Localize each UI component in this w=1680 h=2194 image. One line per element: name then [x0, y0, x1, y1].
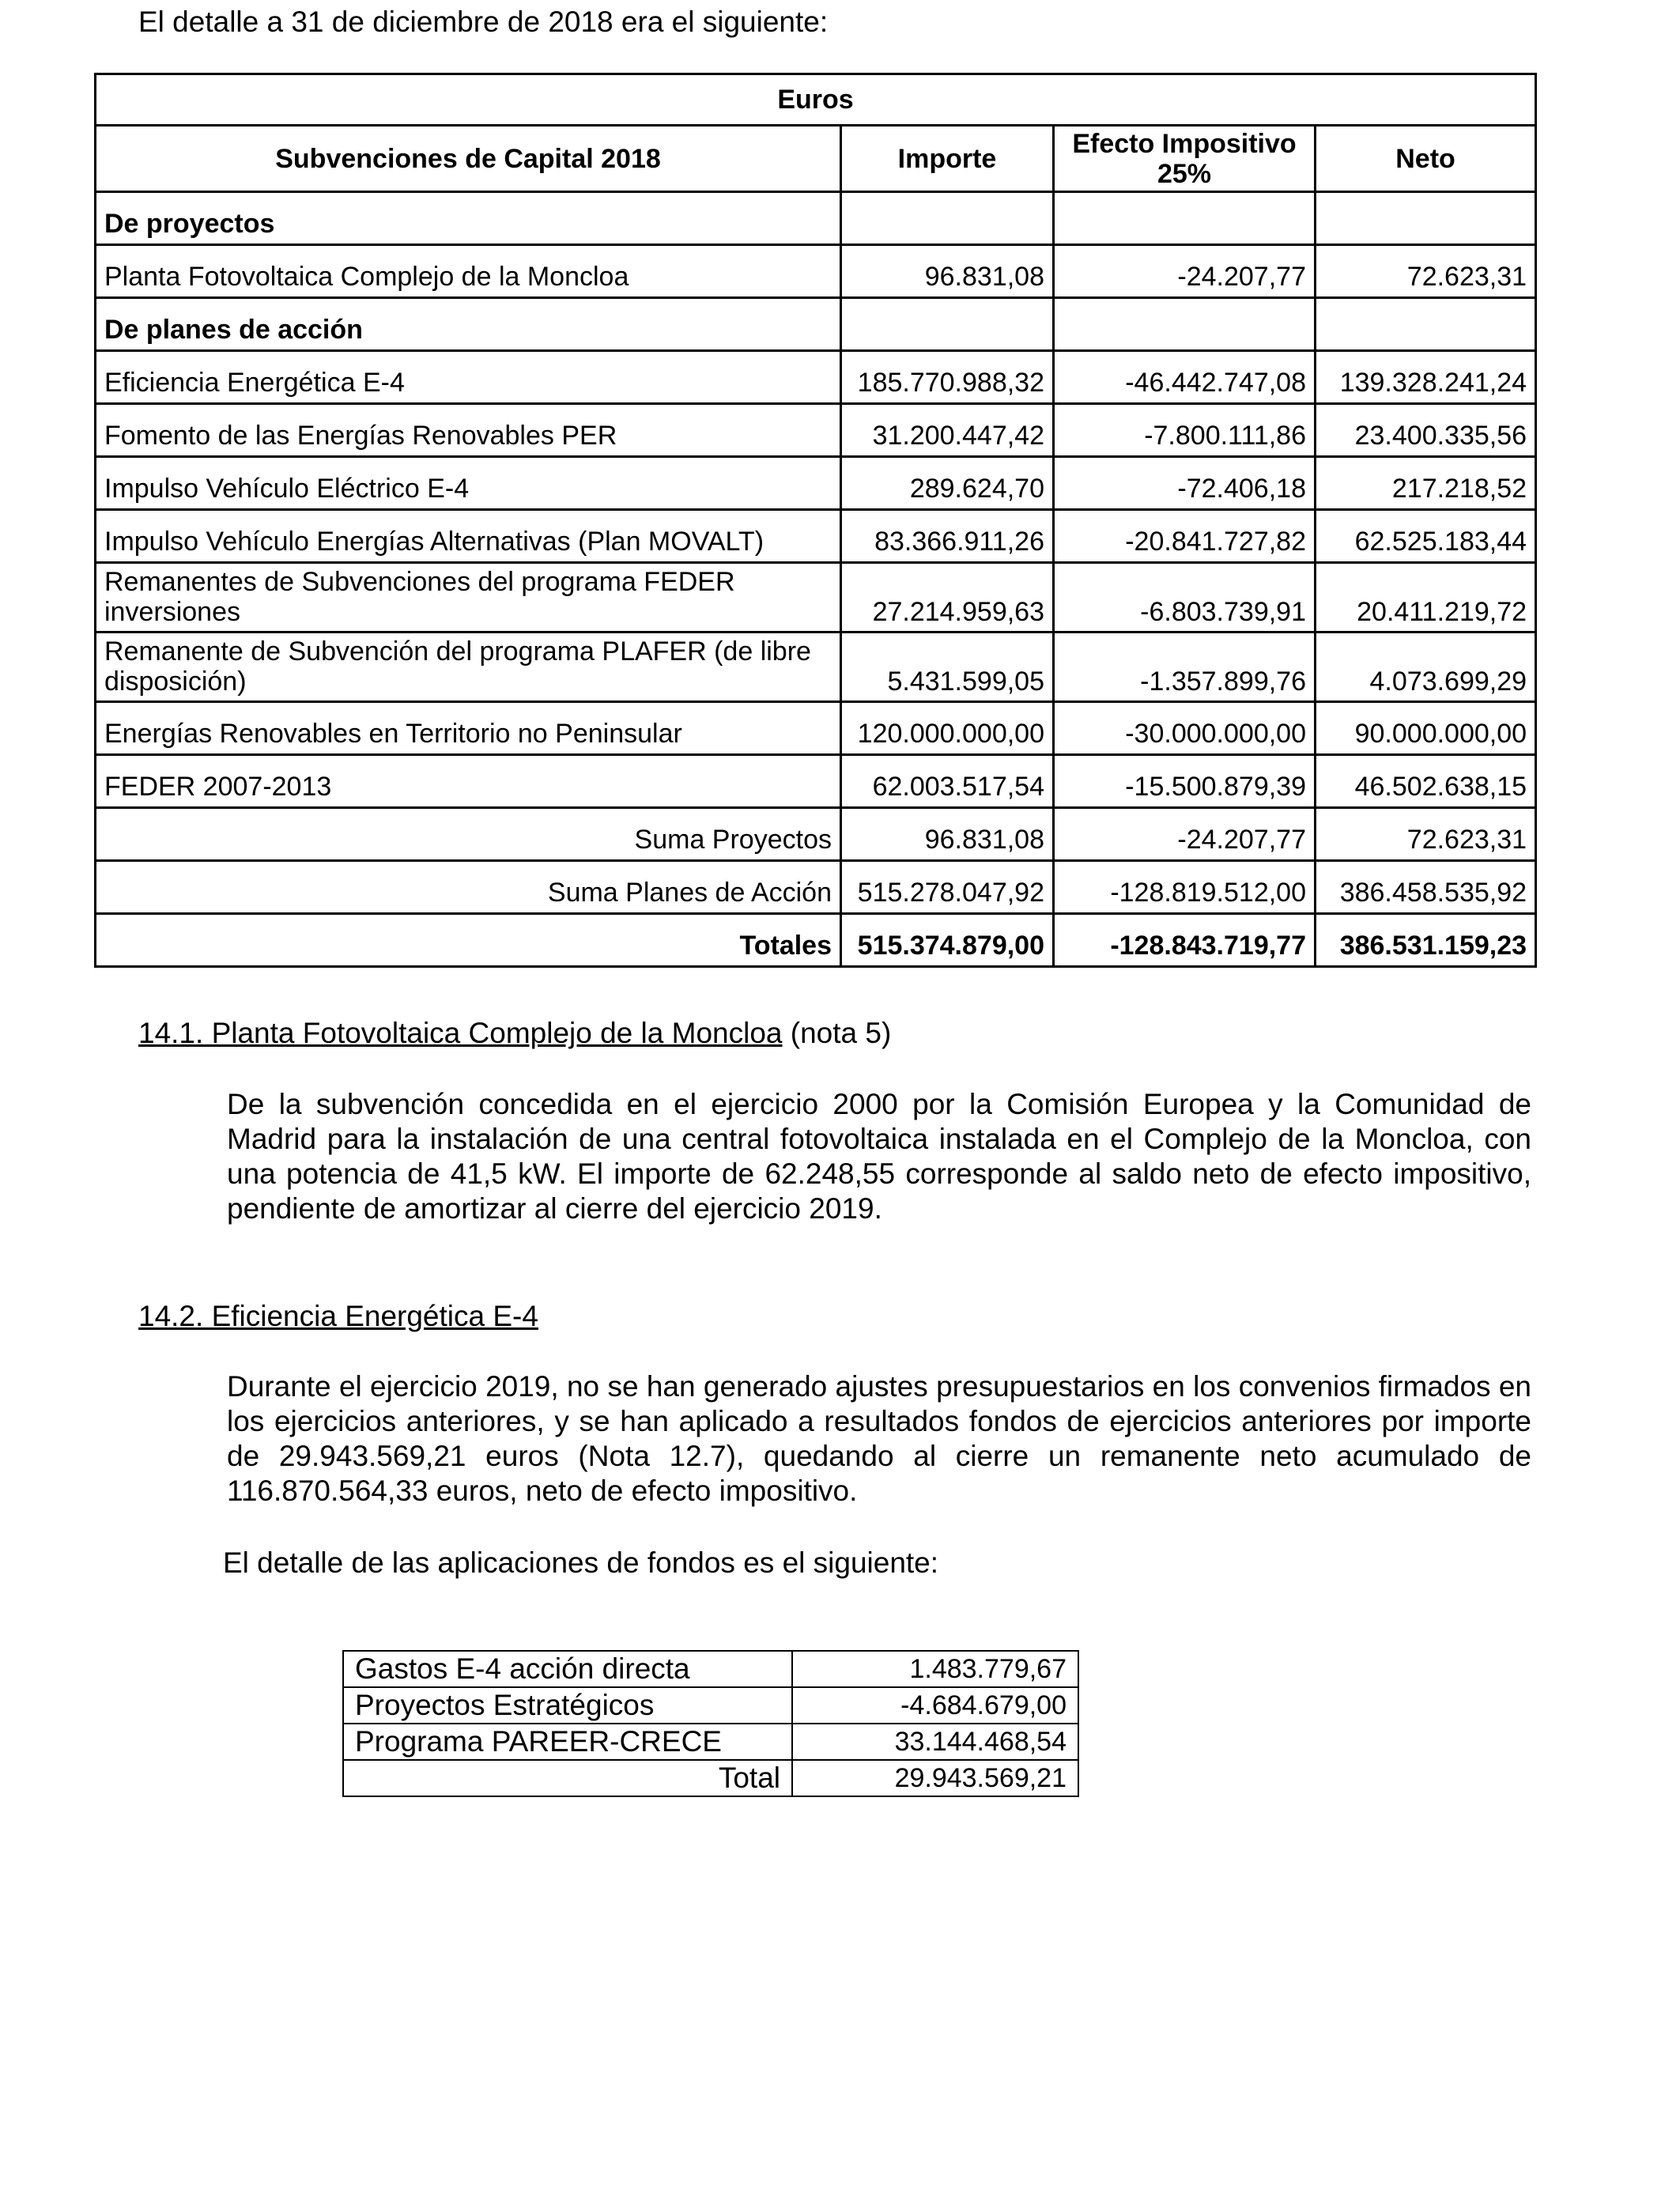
sum-importe: 96.831,08 — [841, 808, 1054, 861]
table-row — [96, 633, 1536, 702]
sum-importe: 515.278.047,92 — [841, 861, 1054, 914]
row-neto: 139.328.241,24 — [1316, 351, 1536, 404]
totals-row — [96, 914, 1536, 967]
table-row — [96, 457, 1536, 510]
row-importe: 185.770.988,32 — [841, 351, 1054, 404]
row-importe: 31.200.447,42 — [841, 404, 1054, 457]
row-label: Proyectos Estratégicos — [343, 1687, 792, 1724]
row-efecto: -72.406,18 — [1054, 457, 1316, 510]
section-14-2-paragraph: Durante el ejercicio 2019, no se han generado ajustes presupuestarios en los convenios firmados en los ejercicios anteriores, y se han aplicado a resultados fondos de ejercicios anteriores por importe de 29.943.569,21 euros (Nota 12.7), quedando al cierre un remanente neto acumulado de 116.870.564,33 euros, neto de efecto impositivo. — [227, 1370, 1531, 1507]
row-neto: 23.400.335,56 — [1316, 404, 1536, 457]
row-concept: Energías Renovables en Territorio no Peninsular — [96, 702, 841, 755]
section-label: De proyectos — [96, 192, 841, 245]
row-importe: 5.431.599,05 — [841, 633, 1054, 702]
table-row — [96, 245, 1536, 298]
row-efecto: -30.000.000,00 — [1054, 702, 1316, 755]
table-row — [96, 510, 1536, 563]
totals-importe: 515.374.879,00 — [841, 914, 1054, 967]
section-14-1-title: 14.1. Planta Fotovoltaica Complejo de la Moncloa — [138, 1017, 783, 1049]
section-14-2-heading — [138, 1299, 538, 1334]
table-row — [96, 702, 1536, 755]
row-concept: Eficiencia Energética E-4 — [96, 351, 841, 404]
table-row — [96, 755, 1536, 808]
sum-efecto: -24.207,77 — [1054, 808, 1316, 861]
total-value: 29.943.569,21 — [792, 1760, 1078, 1796]
row-importe: 289.624,70 — [841, 457, 1054, 510]
header-concept: Subvenciones de Capital 2018 — [96, 126, 841, 192]
row-value: -4.684.679,00 — [792, 1687, 1078, 1724]
header-efecto: Efecto Impositivo 25% — [1054, 126, 1316, 192]
row-efecto: -20.841.727,82 — [1054, 510, 1316, 563]
sum-projects-row — [96, 808, 1536, 861]
total-row — [343, 1760, 1078, 1796]
row-concept: Remanentes de Subvenciones del programa FEDER inversiones — [96, 563, 841, 633]
row-concept: Impulso Vehículo Eléctrico E-4 — [96, 457, 841, 510]
section-label: De planes de acción — [96, 298, 841, 351]
row-importe: 27.214.959,63 — [841, 563, 1054, 633]
row-efecto: -46.442.747,08 — [1054, 351, 1316, 404]
row-efecto: -15.500.879,39 — [1054, 755, 1316, 808]
capital-subsidies-table — [94, 73, 1537, 968]
table-row — [343, 1651, 1078, 1687]
row-neto: 20.411.219,72 — [1316, 563, 1536, 633]
row-importe: 83.366.911,26 — [841, 510, 1054, 563]
sum-neto: 386.458.535,92 — [1316, 861, 1536, 914]
sum-efecto: -128.819.512,00 — [1054, 861, 1316, 914]
row-efecto: -6.803.739,91 — [1054, 563, 1316, 633]
totals-neto: 386.531.159,23 — [1316, 914, 1536, 967]
row-concept: FEDER 2007-2013 — [96, 755, 841, 808]
row-concept: Remanente de Subvención del programa PLAFER (de libre disposición) — [96, 633, 841, 702]
row-concept: Planta Fotovoltaica Complejo de la Moncloa — [96, 245, 841, 298]
row-label: Programa PAREER-CRECE — [343, 1724, 792, 1760]
section-row-projects — [96, 192, 1536, 245]
row-efecto: -24.207,77 — [1054, 245, 1316, 298]
funds-detail-intro: El detalle de las aplicaciones de fondos es el siguiente: — [223, 1546, 939, 1579]
row-neto: 46.502.638,15 — [1316, 755, 1536, 808]
table-row — [343, 1687, 1078, 1724]
header-importe: Importe — [841, 126, 1054, 192]
row-importe: 62.003.517,54 — [841, 755, 1054, 808]
intro-text: El detalle a 31 de diciembre de 2018 era el siguiente: — [138, 6, 829, 38]
row-value: 33.144.468,54 — [792, 1724, 1078, 1760]
funds-application-table — [342, 1650, 1079, 1797]
row-label: Gastos E-4 acción directa — [343, 1651, 792, 1687]
table-row — [96, 351, 1536, 404]
totals-label: Totales — [96, 914, 841, 967]
row-importe: 120.000.000,00 — [841, 702, 1054, 755]
row-importe: 96.831,08 — [841, 245, 1054, 298]
row-neto: 90.000.000,00 — [1316, 702, 1536, 755]
sum-neto: 72.623,31 — [1316, 808, 1536, 861]
row-value: 1.483.779,67 — [792, 1651, 1078, 1687]
total-label: Total — [343, 1760, 792, 1796]
row-neto: 62.525.183,44 — [1316, 510, 1536, 563]
sum-label: Suma Proyectos — [96, 808, 841, 861]
totals-efecto: -128.843.719,77 — [1054, 914, 1316, 967]
row-neto: 217.218,52 — [1316, 457, 1536, 510]
table-row — [96, 404, 1536, 457]
section-row-plans — [96, 298, 1536, 351]
section-14-1-heading — [138, 1016, 891, 1051]
row-neto: 4.073.699,29 — [1316, 633, 1536, 702]
sum-plans-row — [96, 861, 1536, 914]
euros-header: Euros — [96, 74, 1536, 126]
row-concept: Fomento de las Energías Renovables PER — [96, 404, 841, 457]
table-row — [343, 1724, 1078, 1760]
row-concept: Impulso Vehículo Energías Alternativas (Plan MOVALT) — [96, 510, 841, 563]
section-14-1-paragraph: De la subvención concedida en el ejercicio 2000 por la Comisión Europea y la Comunidad de Madrid para la instalación de una central fotovoltaica instalada en el Complejo de la Moncloa, con una potencia de 41,5 kW. El importe de 62.248,55 corresponde al saldo neto de efecto impositivo, pendiente de amortizar al cierre del ejercicio 2019. — [227, 1088, 1531, 1225]
row-neto: 72.623,31 — [1316, 245, 1536, 298]
table-row — [96, 563, 1536, 633]
sum-label: Suma Planes de Acción — [96, 861, 841, 914]
row-efecto: -1.357.899,76 — [1054, 633, 1316, 702]
section-14-1-note: (nota 5) — [782, 1017, 892, 1049]
row-efecto: -7.800.111,86 — [1054, 404, 1316, 457]
header-neto: Neto — [1316, 126, 1536, 192]
section-14-2-title: 14.2. Eficiencia Energética E-4 — [138, 1300, 538, 1332]
